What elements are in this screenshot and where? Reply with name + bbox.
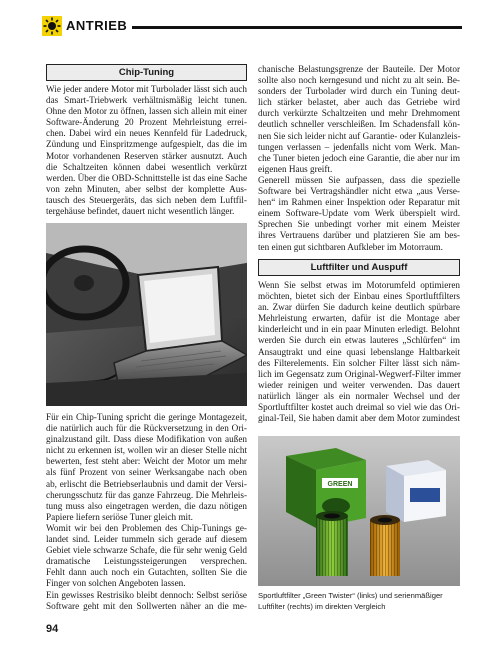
text-line: dramatische Leistungssteigerungen versprechen. xyxy=(46,556,247,567)
text-line: an. Zwar dürfen Sie dadurch keine deutlich spürbare xyxy=(258,302,460,313)
text-line: Software geht mit den Sollwerten näher an die me- xyxy=(46,600,247,611)
text-line: sollte also noch kerngesund und nicht zu alt sein. Be- xyxy=(258,75,460,86)
text-line: eigenen Haus greift. xyxy=(258,163,333,174)
text-line: sonders der Turbolader wird durch ein Tuning deut- xyxy=(258,86,460,97)
text-line: tung muss also eingetragen werden, die dazu nötigen xyxy=(46,500,247,511)
text-line: Sportluftfilter kostet auch dreimal so viel wie das Ori- xyxy=(258,402,460,413)
text-line: Ohne den Motor zu öffnen, lassen sich allein mit einer xyxy=(46,106,247,117)
text-line: die Schaltzeiten können dabei wesentlich verkürzt xyxy=(46,161,247,172)
text-line: Gebiet viele schwarze Schafe, die für sehr wenig Geld xyxy=(46,545,247,556)
text-line: Finger von solchen Angeboten lassen. xyxy=(46,578,186,589)
photo-laptop-in-car xyxy=(46,223,247,406)
text-line: Wie jeder andere Motor mit Turbolader lässt sich auch xyxy=(46,84,247,94)
page-number: 94 xyxy=(46,623,59,635)
text-line: lich stärker belastet, aber auch das Getriebe wird xyxy=(258,97,460,108)
text-line: bewerten, fest steht aber: Weicht der Motor um mehr xyxy=(46,456,247,467)
photo-caption xyxy=(258,591,460,612)
sun-logo-icon xyxy=(42,16,62,36)
text-line: landet sind. Leider tummeln sich gerade auf diesem xyxy=(46,534,247,545)
text-line: durch verkürzte Schaltzeiten und mehr Drehmoment xyxy=(258,108,460,119)
text-line: Generell müssen Sie aufpassen, dass die spezielle xyxy=(258,174,460,185)
text-line: Papiere liefern seriöse Tuner gleich mit. xyxy=(46,511,193,522)
text-line: Ansaugtrakt und eine quasi lebenslange Haltbarkeit xyxy=(258,346,460,357)
right-paragraph-1 xyxy=(258,64,460,253)
header-rule xyxy=(132,26,462,29)
text-line: nen Sie sich leider nicht auf Garantie- oder Kulanzleis- xyxy=(258,130,461,141)
text-line: wieder reinigen und weiter verwenden. Das dauert xyxy=(258,379,460,390)
left-paragraph-2 xyxy=(46,412,247,612)
text-line: Wenn Sie selbst etwas im Motorumfeld optimieren xyxy=(258,280,460,290)
text-line: deutlich schneller verschleißen. Im Schadensfall kön- xyxy=(258,119,460,130)
text-line: chen. Dabei wird ein neues Kennfeld für Ladedruck, xyxy=(46,128,247,139)
text-line: werden Sie durch ein etwas lauteres „Schlürfen“ im xyxy=(258,335,460,346)
text-line: ihres Vertrauens darüber und platzieren Sie am bes- xyxy=(258,230,460,241)
box-label: GREEN xyxy=(327,481,353,488)
text-line: Motor vorhandenen Reserven stärker ausnutzt. Auch xyxy=(46,150,247,161)
text-line: die natürlich auch für die Rückversetzung in den Ori- xyxy=(46,423,247,434)
text-line: von zehn Minuten, aber selbst der komplette Aus- xyxy=(46,183,247,194)
text-line: Womit wir bei den Problemen des Chip-Tunings ge- xyxy=(46,522,247,533)
text-line: Sprechen Sie unbedingt vorher mit einem Meister xyxy=(258,219,460,230)
text-line: Software bei Vertragshändler nicht etwa „aus Verse- xyxy=(258,186,460,197)
text-line: Zündung und Einspritzmenge aufgespielt, das die im xyxy=(46,139,247,150)
text-line: das Smart-Triebwerk verhältnismäßig leicht tunen. xyxy=(46,95,247,106)
text-line: kinderleicht und in ein paar Minuten erledigt. Belohnt xyxy=(258,324,460,335)
text-line: einem Software-Update vom Werk überspielt wird. xyxy=(258,208,460,219)
text-line: ab, erlischt die Betriebserlaubnis und damit der Versi- xyxy=(46,478,247,489)
text-line: werden. Über die OBD-Schnittstelle ist das eine Sache xyxy=(46,172,248,183)
text-line: ten einen gut sichtbaren Aufkleber im Motorraum. xyxy=(258,241,443,252)
heading-chip-tuning: Chip-Tuning xyxy=(46,64,247,81)
text-line: ginalzustand gilt. Dass diese Modifikation von außen xyxy=(46,434,247,445)
text-line: hen“ im Rahmen einer Inspektion oder Reparatur mit xyxy=(258,197,460,208)
text-line: natürlich länger als ein normaler Wechsel und der xyxy=(258,390,460,401)
text-line: Mehrleistung erwarten, dafür ist die Montage aber xyxy=(258,313,460,324)
caption-line: Luftfilter (rechts) im direkten Vergleich xyxy=(258,601,386,611)
text-line: Software-Änderung 20 Prozent Mehrleistung errei- xyxy=(46,117,247,128)
text-line: Ein gewisses Restrisiko bleibt dennoch: Selbst seriöse xyxy=(46,589,247,600)
text-line: als fünf Prozent von seiner Werksangabe nach oben xyxy=(46,467,247,478)
caption-line: Sportluftfilter „Green Twister“ (links) und serienmäßiger xyxy=(258,591,443,600)
text-line: tergehäuse befindet, dauert nicht wesentlich länger. xyxy=(46,206,235,217)
left-paragraph-1 xyxy=(46,84,247,217)
text-line: tungen verlassen – jedenfalls nicht vom Werk. Man- xyxy=(258,141,460,152)
text-line: Für ein Chip-Tuning spricht die geringe Montagezeit, xyxy=(46,412,247,422)
heading-luftfilter: Luftfilter und Auspuff xyxy=(258,259,460,276)
page-header xyxy=(40,16,462,38)
section-title: ANTRIEB xyxy=(66,18,128,33)
text-line: möchten, bietet sich der Einbau eines Sportluftfilters xyxy=(258,291,460,302)
text-line: cherungsschutz für das ganze Fahrzeug. Die Mehrleis- xyxy=(46,489,247,500)
text-line: Fehlt dann auch noch ein Gutachten, sollten Sie die xyxy=(46,567,247,578)
text-line: des Filterelements. Ein solcher Filter lässt sich näm- xyxy=(258,357,460,368)
right-paragraph-2 xyxy=(258,280,460,424)
text-line: tausch des Steuergeräts, das sich neben dem Luftfil- xyxy=(46,194,247,205)
text-line: chanische Belastungsgrenze der Bauteile. Der Motor xyxy=(258,64,460,74)
text-line: che Tuner bieten jedoch eine Garantie, die aber nur im xyxy=(258,152,460,163)
photo-air-filters xyxy=(258,436,460,586)
text-line: lich im Gegensatz zum Original-Wegwerf-Filter immer xyxy=(258,368,462,379)
text-line: nicht zu erkennen ist, wollen wir an dieser Stelle nicht xyxy=(46,445,247,456)
text-line: ginal-Teil, Sie haben damit aber dem Motor zumindest xyxy=(258,413,460,424)
